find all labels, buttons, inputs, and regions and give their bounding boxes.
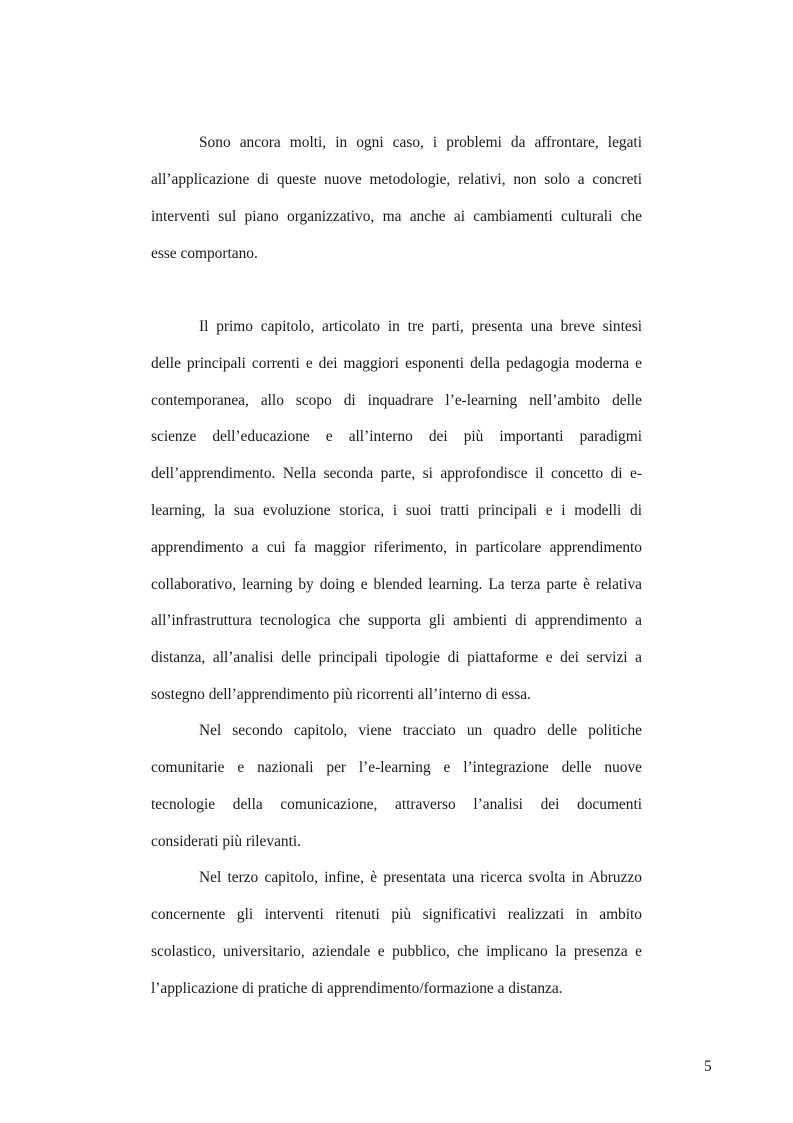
paragraph-2-line-5: dell’apprendimento. Nella seconda parte, si approfondisce il concetto di e- (151, 465, 642, 482)
paragraph-4-line-1: Nel terzo capitolo, infine, è presentata una ricerca svolta in Abruzzo (199, 869, 642, 886)
paragraph-3-line-1: Nel secondo capitolo, viene tracciato un quadro delle politiche (199, 722, 642, 739)
paragraph-1-line-1: Sono ancora molti, in ogni caso, i problemi da affrontare, legati (199, 134, 642, 151)
paragraph-2-line-3: contemporanea, allo scopo di inquadrare l’e-learning nell’ambito delle (151, 392, 642, 409)
paragraph-1-line-3: interventi sul piano organizzativo, ma anche ai cambiamenti culturali che (151, 208, 642, 225)
paragraph-4-line-2: concernente gli interventi ritenuti più significativi realizzati in ambito (151, 906, 642, 923)
paragraph-1-line-2: all’applicazione di queste nuove metodologie, relativi, non solo a concreti (151, 171, 642, 188)
paragraph-4-line-3: scolastico, universitario, aziendale e pubblico, che implicano la presenza e (151, 943, 642, 960)
paragraph-2-line-6: learning, la sua evoluzione storica, i suoi tratti principali e i modelli di (151, 502, 642, 519)
paragraph-3-line-3: tecnologie della comunicazione, attraverso l’analisi dei documenti (151, 796, 642, 813)
paragraph-2-line-4: scienze dell’educazione e all’interno dei più importanti paradigmi (151, 428, 642, 445)
paragraph-1-line-4: esse comportano. (151, 245, 258, 262)
paragraph-2-line-2: delle principali correnti e dei maggiori esponenti della pedagogia moderna e (151, 355, 642, 372)
paragraph-2-line-9: all’infrastruttura tecnologica che supporta gli ambienti di apprendimento a (151, 612, 642, 629)
page-number: 5 (704, 1058, 712, 1075)
paragraph-2-line-1: Il primo capitolo, articolato in tre parti, presenta una breve sintesi (199, 318, 642, 335)
paragraph-3-line-4: considerati più rilevanti. (151, 833, 302, 850)
paragraph-2-line-8: collaborativo, learning by doing e blended learning. La terza parte è relativa (151, 576, 642, 593)
paragraph-3-line-2: comunitarie e nazionali per l’e-learning e l’integrazione delle nuove (151, 759, 642, 776)
paragraph-4-line-4: l’applicazione di pratiche di apprendimento/formazione a distanza. (151, 980, 563, 997)
paragraph-2-line-10: distanza, all’analisi delle principali tipologie di piattaforme e dei servizi a (151, 649, 642, 666)
paragraph-2-line-7: apprendimento a cui fa maggior riferimento, in particolare apprendimento (151, 539, 642, 556)
paragraph-2-line-11: sostegno dell’apprendimento più ricorrenti all’interno di essa. (151, 686, 531, 703)
